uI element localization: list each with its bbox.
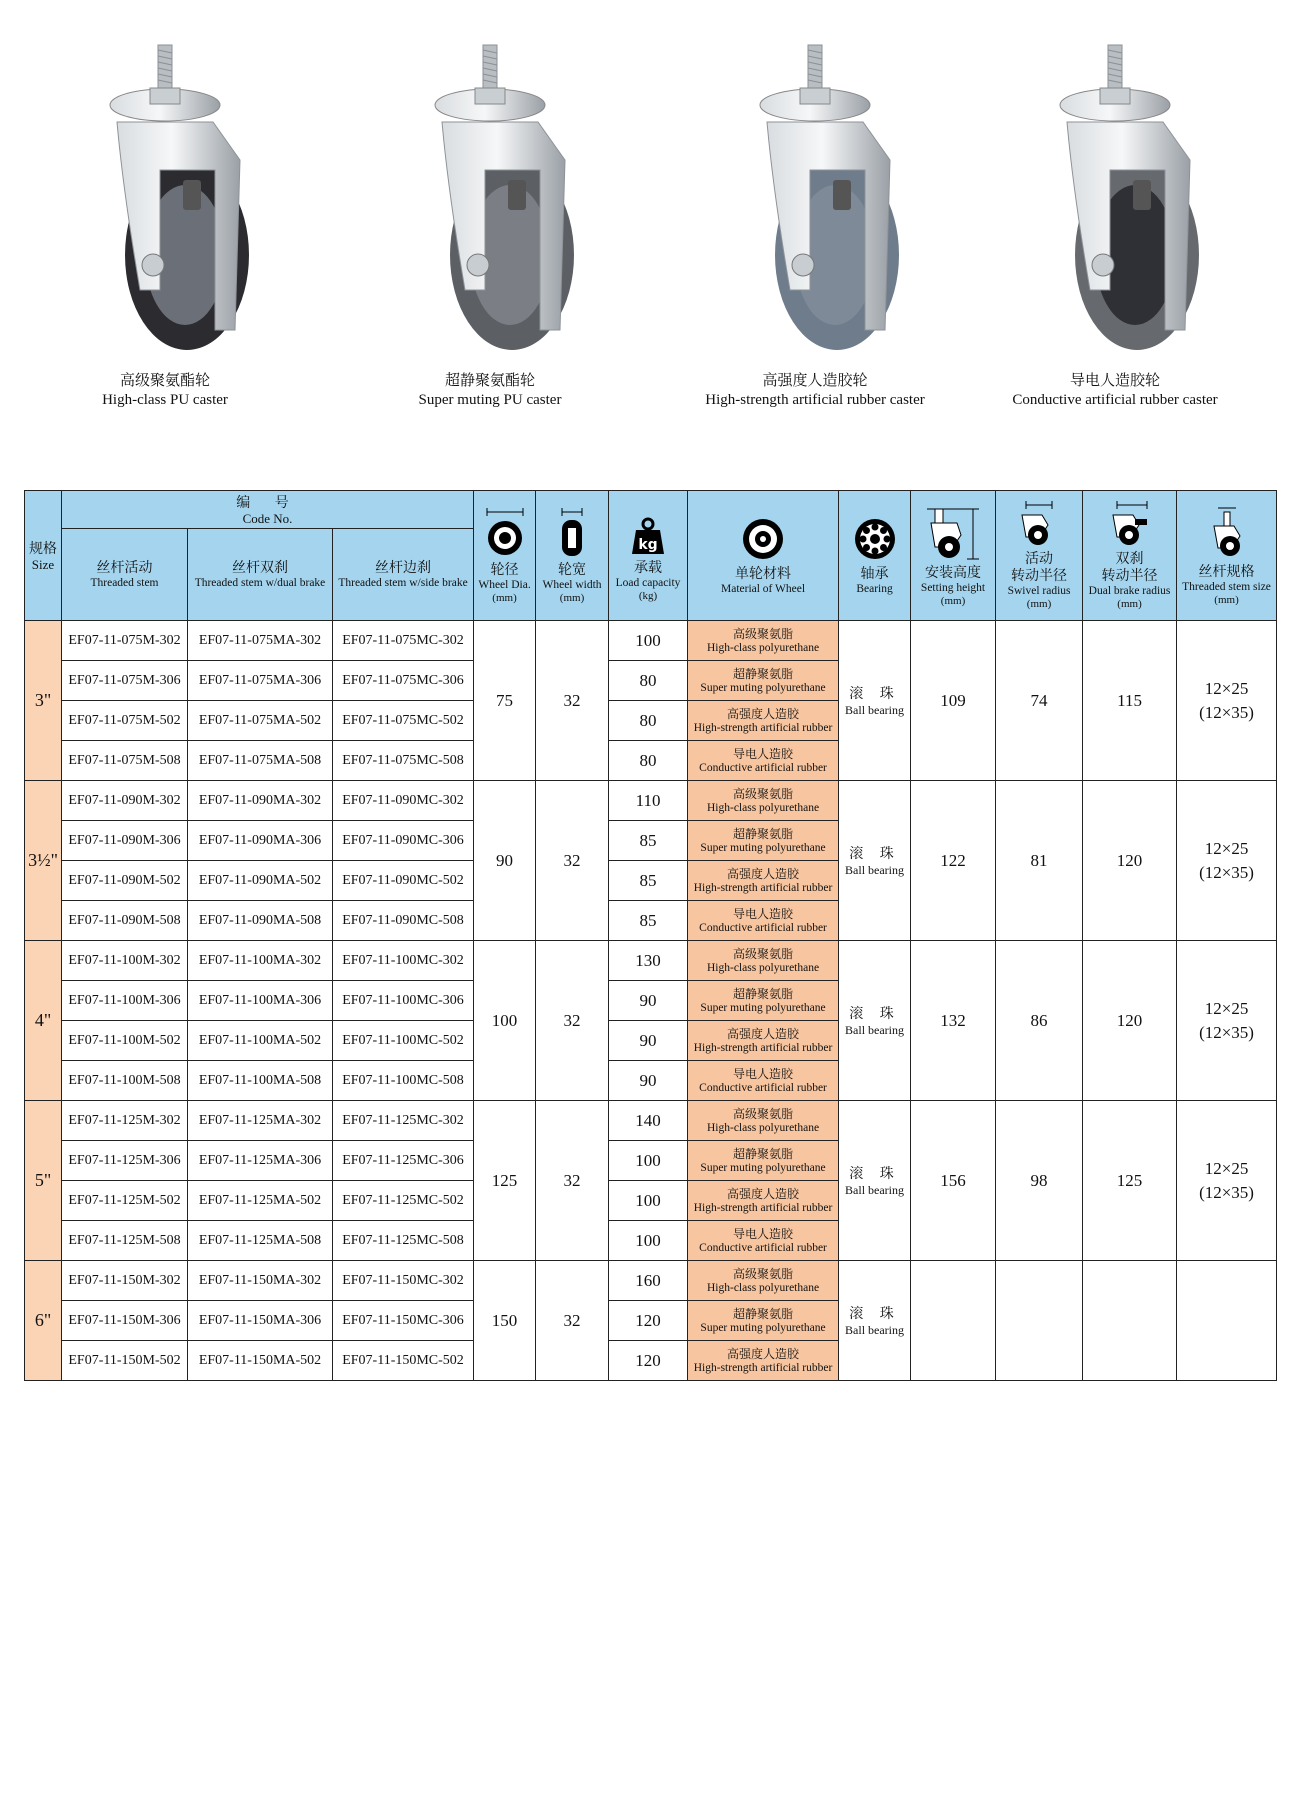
material-name-en: High-strength artificial rubber: [693, 881, 833, 894]
header-threaded-stem: 丝杆活动 Threaded stem: [62, 529, 188, 621]
material-name-en: High-class polyurethane: [706, 641, 820, 654]
code-side-brake: EF07-11-100MC-302: [333, 941, 474, 981]
material-cell: [688, 1061, 839, 1101]
product-name-en: High-strength artificial rubber caster: [705, 392, 925, 408]
code-threaded-stem: EF07-11-150M-502: [62, 1341, 188, 1381]
bearing-name-en: Ball bearing: [845, 1183, 905, 1197]
load-cell: 85: [609, 821, 688, 861]
material-name-cn: 超静聚氨脂: [733, 666, 794, 681]
brake-radius-cell: 115: [1083, 621, 1177, 781]
code-side-brake: EF07-11-075MC-508: [333, 741, 474, 781]
code-threaded-stem: EF07-11-090M-508: [62, 901, 188, 941]
size-cell: 3": [25, 621, 62, 781]
caster-photo: [65, 40, 265, 360]
code-dual-brake: EF07-11-150MA-302: [188, 1261, 333, 1301]
code-side-brake: EF07-11-150MC-302: [333, 1261, 474, 1301]
svg-text:kg: kg: [638, 536, 658, 553]
swivel-radius-cell: 81: [996, 781, 1083, 941]
code-side-brake: EF07-11-075MC-502: [333, 701, 474, 741]
code-dual-brake: EF07-11-090MA-302: [188, 781, 333, 821]
header-load: kg 承载 Load capacity (kg): [609, 491, 688, 621]
brake-radius-cell: 120: [1083, 941, 1177, 1101]
code-threaded-stem: EF07-11-075M-508: [62, 741, 188, 781]
material-name-en: Conductive artificial rubber: [699, 1241, 827, 1254]
swivel-radius-icon: [1012, 501, 1066, 547]
material-cell: [688, 781, 839, 821]
swivel-radius-cell: 98: [996, 1101, 1083, 1261]
spec-table-body: [25, 621, 1277, 1381]
material-cell: [688, 1021, 839, 1061]
wheel-diameter-icon: [483, 508, 527, 558]
code-side-brake: EF07-11-075MC-306: [333, 661, 474, 701]
code-threaded-stem: EF07-11-090M-302: [62, 781, 188, 821]
product-name-en: Super muting PU caster: [418, 392, 562, 408]
size-cell: 5": [25, 1101, 62, 1261]
code-side-brake: EF07-11-075MC-302: [333, 621, 474, 661]
table-row: [25, 1101, 1277, 1141]
threaded-stem-icon: [1200, 506, 1254, 560]
code-dual-brake: EF07-11-075MA-302: [188, 621, 333, 661]
code-side-brake: EF07-11-125MC-302: [333, 1101, 474, 1141]
code-threaded-stem: EF07-11-125M-306: [62, 1141, 188, 1181]
load-cell: 80: [609, 701, 688, 741]
material-name-cn: 高级聚氨脂: [733, 1266, 794, 1281]
wheel-width-icon: [550, 508, 594, 558]
setting-height-icon: [923, 505, 983, 561]
product-name-cn: 导电人造胶轮: [1069, 371, 1160, 389]
bearing-name-cn: 滚 珠: [849, 1306, 900, 1322]
code-dual-brake: EF07-11-150MA-502: [188, 1341, 333, 1381]
material-name-cn: 导电人造胶: [733, 906, 794, 921]
material-cell: [688, 821, 839, 861]
setting-height-cell: [911, 1261, 996, 1381]
load-cell: 100: [609, 1141, 688, 1181]
material-name-en: Conductive artificial rubber: [699, 921, 827, 934]
header-code: 编 号 Code No.: [62, 491, 474, 529]
product-card: [965, 40, 1265, 410]
material-cell: [688, 981, 839, 1021]
wheel-width-cell: 32: [536, 621, 609, 781]
wheel-dia-cell: 100: [474, 941, 536, 1101]
material-name-en: Super muting polyurethane: [700, 681, 826, 694]
material-name-en: High-class polyurethane: [706, 1121, 820, 1134]
load-cell: 100: [609, 1221, 688, 1261]
stem-size: 12×25: [1204, 1158, 1249, 1178]
bearing-name-cn: 滚 珠: [849, 1166, 900, 1182]
product-card: [665, 40, 965, 410]
caster-photo: [390, 40, 590, 360]
bearing-name-en: Ball bearing: [845, 703, 905, 717]
code-side-brake: EF07-11-100MC-502: [333, 1021, 474, 1061]
material-name-en: Conductive artificial rubber: [699, 1081, 827, 1094]
bearing-cell: [839, 941, 911, 1101]
size-cell: 6": [25, 1261, 62, 1381]
wheel-material-icon: [741, 516, 785, 562]
load-cell: 80: [609, 741, 688, 781]
brake-radius-cell: [1083, 1261, 1177, 1381]
material-cell: [688, 1221, 839, 1261]
code-dual-brake: EF07-11-100MA-302: [188, 941, 333, 981]
code-side-brake: EF07-11-125MC-502: [333, 1181, 474, 1221]
header-bearing: 轴承 Bearing: [839, 491, 911, 621]
table-row: [25, 941, 1277, 981]
material-cell: [688, 1141, 839, 1181]
load-cell: 90: [609, 981, 688, 1021]
code-threaded-stem: EF07-11-100M-302: [62, 941, 188, 981]
stem-size-cell: [1177, 781, 1277, 941]
wheel-dia-cell: 75: [474, 621, 536, 781]
setting-height-cell: 132: [911, 941, 996, 1101]
material-cell: [688, 1341, 839, 1381]
size-cell: 3½": [25, 781, 62, 941]
code-threaded-stem: EF07-11-090M-306: [62, 821, 188, 861]
product-name-cn: 高级聚氨酯轮: [119, 371, 210, 389]
material-name-en: High-strength artificial rubber: [693, 1041, 833, 1054]
bearing-name-en: Ball bearing: [845, 1323, 905, 1337]
load-cell: 120: [609, 1301, 688, 1341]
material-name-en: High-strength artificial rubber: [693, 1361, 833, 1374]
caster-photo: [1015, 40, 1215, 360]
setting-height-cell: 109: [911, 621, 996, 781]
table-row: [25, 621, 1277, 661]
code-dual-brake: EF07-11-125MA-502: [188, 1181, 333, 1221]
bearing-name-cn: 滚 珠: [849, 1006, 900, 1022]
code-dual-brake: EF07-11-100MA-508: [188, 1061, 333, 1101]
ball-bearing-icon: [853, 516, 897, 562]
code-dual-brake: EF07-11-075MA-306: [188, 661, 333, 701]
material-cell: [688, 661, 839, 701]
wheel-dia-cell: 125: [474, 1101, 536, 1261]
load-cell: 140: [609, 1101, 688, 1141]
load-cell: 85: [609, 861, 688, 901]
header-material: 单轮材料 Material of Wheel: [688, 491, 839, 621]
material-name-cn: 导电人造胶: [733, 1066, 794, 1081]
size-cell: 4": [25, 941, 62, 1101]
code-side-brake: EF07-11-100MC-508: [333, 1061, 474, 1101]
load-cell: 100: [609, 621, 688, 661]
stem-size-cell: [1177, 621, 1277, 781]
material-cell: [688, 741, 839, 781]
stem-size-alt: (12×35): [1199, 1022, 1254, 1042]
bearing-name-cn: 滚 珠: [849, 686, 900, 702]
product-card: [340, 40, 640, 410]
header-swivel-radius: 活动 转动半径 Swivel radius (mm): [996, 491, 1083, 621]
code-dual-brake: EF07-11-075MA-508: [188, 741, 333, 781]
material-cell: [688, 1101, 839, 1141]
bearing-cell: [839, 621, 911, 781]
material-name-cn: 导电人造胶: [733, 1226, 794, 1241]
load-cell: 130: [609, 941, 688, 981]
code-side-brake: EF07-11-090MC-508: [333, 901, 474, 941]
load-cell: 160: [609, 1261, 688, 1301]
spec-table: [24, 490, 1277, 1381]
material-name-en: Super muting polyurethane: [700, 1321, 826, 1334]
code-dual-brake: EF07-11-100MA-306: [188, 981, 333, 1021]
swivel-radius-cell: 74: [996, 621, 1083, 781]
material-cell: [688, 621, 839, 661]
code-side-brake: EF07-11-090MC-502: [333, 861, 474, 901]
code-side-brake: EF07-11-125MC-508: [333, 1221, 474, 1261]
load-cell: 120: [609, 1341, 688, 1381]
load-cell: 100: [609, 1181, 688, 1221]
code-threaded-stem: EF07-11-150M-302: [62, 1261, 188, 1301]
product-card: [15, 40, 315, 410]
material-name-cn: 超静聚氨脂: [733, 1146, 794, 1161]
setting-height-cell: 156: [911, 1101, 996, 1261]
setting-height-cell: 122: [911, 781, 996, 941]
bearing-cell: [839, 1101, 911, 1261]
material-name-cn: 导电人造胶: [733, 746, 794, 761]
code-threaded-stem: EF07-11-075M-502: [62, 701, 188, 741]
material-name-en: Super muting polyurethane: [700, 841, 826, 854]
header-stem-size: 丝杆规格 Threaded stem size (mm): [1177, 491, 1277, 621]
wheel-width-cell: 32: [536, 941, 609, 1101]
stem-size-alt: (12×35): [1199, 702, 1254, 722]
code-side-brake: EF07-11-150MC-306: [333, 1301, 474, 1341]
bearing-cell: [839, 781, 911, 941]
stem-size-alt: (12×35): [1199, 1182, 1254, 1202]
load-cell: 90: [609, 1021, 688, 1061]
material-name-cn: 高级聚氨脂: [733, 626, 794, 641]
bearing-cell: [839, 1261, 911, 1381]
header-dual-brake-radius: 双刹 转动半径 Dual brake radius (mm): [1083, 491, 1177, 621]
material-name-en: High-class polyurethane: [706, 801, 820, 814]
material-name-cn: 高强度人造胶: [727, 1186, 800, 1201]
material-name-cn: 高级聚氨脂: [733, 786, 794, 801]
table-row: [25, 781, 1277, 821]
stem-size-cell: [1177, 1261, 1277, 1381]
wheel-dia-cell: 90: [474, 781, 536, 941]
material-cell: [688, 701, 839, 741]
stem-size-alt: (12×35): [1199, 862, 1254, 882]
bearing-name-cn: 滚 珠: [849, 846, 900, 862]
material-name-en: High-strength artificial rubber: [693, 721, 833, 734]
code-threaded-stem: EF07-11-075M-302: [62, 621, 188, 661]
code-dual-brake: EF07-11-125MA-302: [188, 1101, 333, 1141]
load-cell: 85: [609, 901, 688, 941]
load-cell: 90: [609, 1061, 688, 1101]
code-dual-brake: EF07-11-150MA-306: [188, 1301, 333, 1341]
material-cell: [688, 1301, 839, 1341]
header-size: 规格 Size: [25, 491, 62, 621]
material-name-cn: 超静聚氨脂: [733, 826, 794, 841]
material-name-cn: 超静聚氨脂: [733, 1306, 794, 1321]
stem-size: 12×25: [1204, 998, 1249, 1018]
stem-size-cell: [1177, 1101, 1277, 1261]
material-cell: [688, 1261, 839, 1301]
material-cell: [688, 941, 839, 981]
product-name-cn: 超静聚氨酯轮: [444, 371, 535, 389]
material-name-cn: 高强度人造胶: [727, 1026, 800, 1041]
material-name-cn: 高强度人造胶: [727, 866, 800, 881]
material-name-cn: 高强度人造胶: [727, 706, 800, 721]
code-side-brake: EF07-11-100MC-306: [333, 981, 474, 1021]
code-dual-brake: EF07-11-090MA-508: [188, 901, 333, 941]
header-wheel-width: 轮宽 Wheel width (mm): [536, 491, 609, 621]
code-dual-brake: EF07-11-125MA-306: [188, 1141, 333, 1181]
code-threaded-stem: EF07-11-100M-306: [62, 981, 188, 1021]
brake-radius-cell: 125: [1083, 1101, 1177, 1261]
stem-size: 12×25: [1204, 838, 1249, 858]
code-threaded-stem: EF07-11-125M-302: [62, 1101, 188, 1141]
material-name-en: Super muting polyurethane: [700, 1001, 826, 1014]
material-name-cn: 高级聚氨脂: [733, 946, 794, 961]
code-dual-brake: EF07-11-075MA-502: [188, 701, 333, 741]
code-side-brake: EF07-11-125MC-306: [333, 1141, 474, 1181]
code-threaded-stem: EF07-11-075M-306: [62, 661, 188, 701]
table-row: [25, 1261, 1277, 1301]
load-cell: 80: [609, 661, 688, 701]
load-cell: 110: [609, 781, 688, 821]
product-name-cn: 高强度人造胶轮: [762, 371, 868, 389]
header-threaded-stem-side-brake: 丝杆边刹 Threaded stem w/side brake: [333, 529, 474, 621]
material-name-en: Super muting polyurethane: [700, 1161, 826, 1174]
product-name-en: High-class PU caster: [102, 392, 228, 408]
material-name-cn: 高强度人造胶: [727, 1346, 800, 1361]
code-side-brake: EF07-11-090MC-306: [333, 821, 474, 861]
product-gallery: [0, 0, 1300, 440]
material-cell: [688, 901, 839, 941]
code-threaded-stem: EF07-11-090M-502: [62, 861, 188, 901]
load-weight-icon: [626, 510, 670, 556]
header-wheel-dia: 轮径 Wheel Dia. (mm): [474, 491, 536, 621]
code-dual-brake: EF07-11-090MA-502: [188, 861, 333, 901]
code-side-brake: EF07-11-090MC-302: [333, 781, 474, 821]
material-name-en: High-class polyurethane: [706, 1281, 820, 1294]
brake-radius-cell: 120: [1083, 781, 1177, 941]
bearing-name-en: Ball bearing: [845, 863, 905, 877]
header-setting-height: 安装高度 Setting height (mm): [911, 491, 996, 621]
material-name-cn: 高级聚氨脂: [733, 1106, 794, 1121]
swivel-radius-cell: [996, 1261, 1083, 1381]
wheel-width-cell: 32: [536, 1261, 609, 1381]
swivel-radius-cell: 86: [996, 941, 1083, 1101]
wheel-dia-cell: 150: [474, 1261, 536, 1381]
material-name-en: High-class polyurethane: [706, 961, 820, 974]
material-cell: [688, 861, 839, 901]
caster-photo: [715, 40, 915, 360]
code-dual-brake: EF07-11-100MA-502: [188, 1021, 333, 1061]
code-dual-brake: EF07-11-125MA-508: [188, 1221, 333, 1261]
code-dual-brake: EF07-11-090MA-306: [188, 821, 333, 861]
code-threaded-stem: EF07-11-100M-508: [62, 1061, 188, 1101]
brake-radius-icon: [1103, 501, 1157, 547]
material-name-cn: 超静聚氨脂: [733, 986, 794, 1001]
code-side-brake: EF07-11-150MC-502: [333, 1341, 474, 1381]
code-threaded-stem: EF07-11-150M-306: [62, 1301, 188, 1341]
header-threaded-stem-dual-brake: 丝杆双刹 Threaded stem w/dual brake: [188, 529, 333, 621]
stem-size: 12×25: [1204, 678, 1249, 698]
bearing-name-en: Ball bearing: [845, 1023, 905, 1037]
stem-size-cell: [1177, 941, 1277, 1101]
product-name-en: Conductive artificial rubber caster: [1012, 392, 1218, 408]
wheel-width-cell: 32: [536, 1101, 609, 1261]
code-threaded-stem: EF07-11-100M-502: [62, 1021, 188, 1061]
material-cell: [688, 1181, 839, 1221]
code-threaded-stem: EF07-11-125M-508: [62, 1221, 188, 1261]
material-name-en: Conductive artificial rubber: [699, 761, 827, 774]
code-threaded-stem: EF07-11-125M-502: [62, 1181, 188, 1221]
wheel-width-cell: 32: [536, 781, 609, 941]
material-name-en: High-strength artificial rubber: [693, 1201, 833, 1214]
